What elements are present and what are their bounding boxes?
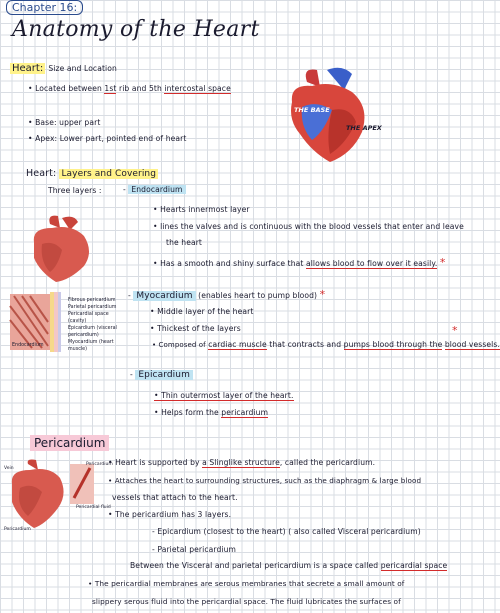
endo-point-2b: the heart [166, 238, 203, 247]
apex-label: THE APEX [346, 124, 382, 132]
layers-heading-text: Layers and Covering [61, 169, 157, 179]
located-pre: • Located between [28, 84, 102, 93]
myo-point-2: • Thickest of the layers [150, 324, 241, 333]
peri-p1-post: , called the pericardium. [279, 458, 376, 467]
epi-p1: • Thin outermost layer of the heart. [154, 391, 294, 400]
layers-heading [26, 168, 158, 179]
myo-p3-a: • Composed of [152, 341, 206, 349]
fig3-fluid: Pericardial fluid [76, 505, 111, 510]
epi-point-2 [154, 408, 268, 417]
three-layers: Three layers : [48, 186, 102, 195]
myo-p3-e: blood vessels. [444, 340, 500, 349]
peri-p3a2: ( also called Visceral pericardium) [288, 527, 421, 536]
peri-point-3: • The pericardium has 3 layers. [108, 510, 232, 519]
heart-label-rest: Size and Location [48, 64, 117, 73]
peri-point-1 [108, 458, 375, 467]
peri-p4-ul: pericardial space [380, 561, 448, 570]
endo-point-2: • lines the valves and is continuous with the blood vessels that enter and leave [153, 222, 464, 231]
label-endo: Endocardium [12, 343, 44, 348]
epi-heading: - Epicardium [130, 370, 193, 380]
endo-point-3 [153, 256, 446, 269]
myo-p3-d: pumps blood through the [343, 340, 443, 349]
endo-point-1: • Hearts innermost layer [153, 205, 250, 214]
heart-label: Heart: [12, 63, 44, 74]
peri-point-6: slippery serous fluid into the pericardial space. The fluid lubricates the surfaces of [92, 597, 401, 606]
star-icon: * [439, 256, 446, 269]
label-fibrous: Fibrous pericardium [68, 298, 116, 303]
wall-labels [68, 297, 124, 353]
label-space: Pericardial space (cavity) [68, 312, 109, 324]
base-line: • Base: upper part [28, 118, 101, 127]
fig3-vein: Vein [4, 466, 14, 471]
peri-point-3b: - Parietal pericardium [152, 545, 236, 554]
endo-label: Endocardium [128, 185, 185, 194]
located-line [28, 84, 231, 93]
endo-point-3-ul: allows blood to flow over it easily. [305, 259, 438, 268]
endo-heading [123, 185, 186, 194]
peri-p4-pre: Between the Visceral and parietal pericardium is a space called [130, 561, 379, 570]
epi-p2-b: pericardium [221, 408, 269, 417]
label-parietal: Parietal pericardium [68, 305, 117, 310]
peri-point-3a [152, 527, 421, 536]
myo-paren: (enables heart to pump blood) [198, 291, 318, 300]
label-epi: Epicardium (visceral pericardium) [68, 326, 117, 338]
peri-point-5: • The pericardial membranes are serous membranes that secrete a small amount of [88, 579, 405, 588]
page-title: Anatomy of the Heart [12, 17, 260, 42]
epi-label: Epicardium [135, 370, 193, 380]
rib2: 5th [148, 84, 162, 93]
peri-p1-pre: • Heart is supported by [108, 458, 200, 467]
rib-mid: rib and [119, 84, 147, 93]
rib1: 1st [104, 84, 117, 93]
peri-p1-ul: a Slinglike structure [202, 458, 280, 467]
rib-end: intercostal space [164, 84, 231, 93]
chapter-label: Chapter 16: [6, 0, 83, 15]
pericardium-label: Pericardium [30, 435, 109, 451]
base-label: THE BASE [294, 106, 330, 114]
endo-point-3-pre: • Has a smooth and shiny surface that [153, 259, 304, 268]
fig3-peri2: Pericardium [4, 527, 31, 532]
myo-point-1: • Middle layer of the heart [150, 307, 254, 316]
myo-heading: - Myocardium (enables heart to pump blood) * [128, 288, 326, 301]
star-icon: * [452, 324, 458, 337]
peri-point-2b: vessels that attach to the heart. [112, 493, 238, 502]
star-icon: * [319, 288, 326, 301]
pericardium-figure [2, 458, 114, 534]
fig3-peri: Pericardium [86, 462, 113, 467]
myo-p3-c: that contracts and [269, 340, 342, 349]
peri-point-4 [130, 561, 447, 570]
heart-size-heading [10, 63, 117, 74]
apex-line: • Apex: Lower part, pointed end of heart [28, 134, 187, 143]
myo-point-3 [152, 340, 500, 349]
epi-p2-a: • Helps form the [154, 408, 219, 417]
heart-illustration [22, 214, 96, 284]
pericardium-heading [30, 436, 109, 450]
peri-p3a: - Epicardium (closest to the heart) [152, 527, 286, 536]
endo-dash: - [123, 185, 129, 194]
layers-heading-pre: Heart: [26, 168, 57, 179]
heart-base-apex-figure [272, 62, 382, 166]
epi-point-1 [154, 391, 294, 400]
label-myo: Myocardium (heart muscle) [68, 340, 114, 352]
myo-label: Myocardium [133, 291, 195, 301]
peri-point-2: • Attaches the heart to surrounding structures, such as the diaphragm & large blood [108, 476, 422, 485]
myo-p3-b: cardiac muscle [208, 340, 267, 349]
